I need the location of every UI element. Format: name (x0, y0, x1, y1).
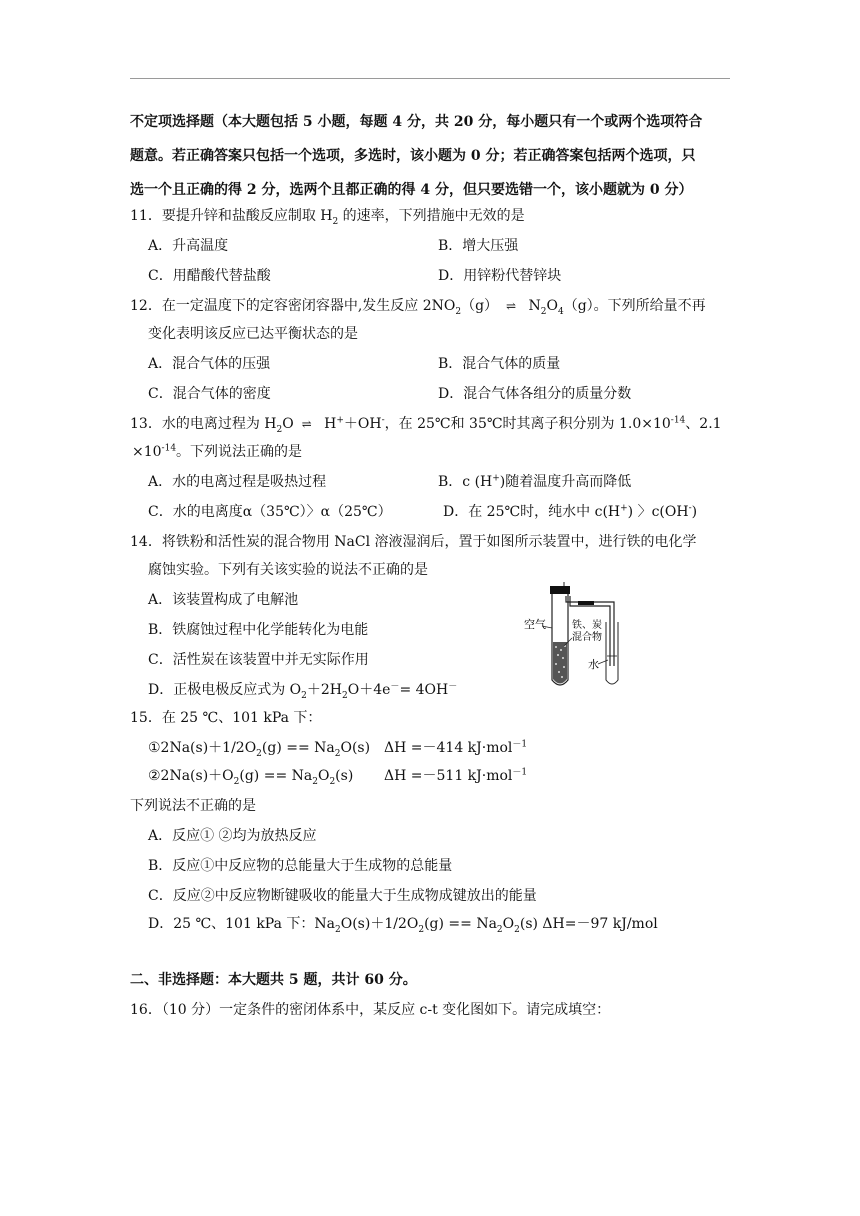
q15-option-a: A．反应① ②均为放热反应 (148, 828, 317, 844)
q12-option-b: B．混合气体的质量 (438, 356, 561, 372)
q12-stem-line-2: 变化表明该反应已达平衡状态的是 (148, 326, 358, 342)
q13-stem-line-1: 13．水的电离过程为 $H_2O$ ⇌ H+＋OH-，在 25℃和 35℃时其离子积分别为 $1.0\times 10^{-14}$、2.1 (130, 415, 722, 435)
water-tube (606, 622, 618, 684)
label-air: 空气 (524, 618, 546, 631)
q15-option-d: D．25 ℃、101 kPa 下：$Na_2O(s)+1/2O_2(g) == Na_2O_2(s)$ ΔH=－97 kJ/mol (148, 916, 658, 935)
q14-option-a: A．该装置构成了电解池 (148, 592, 299, 608)
q16-stem: 16．（10 分）一定条件的密闭体系中，某反应 c-t 变化图如下。请完成填空： (130, 1002, 611, 1018)
q11-option-d: D．用锌粉代替锌块 (438, 268, 562, 284)
q15-enthalpy-1: ΔH =－414 kJ·mol$^{-1}$ (384, 739, 528, 756)
instructions-line-3: 选一个且正确的得 2 分，选两个且都正确的得 4 分，但只要选错一个，该小题就为 0 分） (130, 182, 693, 198)
equilibrium-arrow-icon: ⇌ (301, 417, 312, 431)
label-mixture-1: 铁、炭 (572, 620, 602, 631)
instructions-line-2: 题意。若正确答案只包括一个选项，多选时，该小题为 0 分；若正确答案包括两个选项，只 (130, 148, 696, 164)
iron-carbon-mixture (553, 642, 567, 684)
q13-option-d: D．在 25℃时，纯水中 c(H+) 〉c(OH-) (443, 503, 698, 520)
instructions-line-1: 不定项选择题（本大题包括 5 小题，每题 4 分，共 20 分，每小题只有一个或两个选项符合 (130, 114, 703, 130)
q15-enthalpy-2: ΔH =－511 kJ·mol$^{-1}$ (384, 767, 528, 784)
corrosion-apparatus-figure (520, 582, 630, 692)
header-rule (130, 78, 730, 79)
q11-stem: 11．要提升锌和盐酸反应制取 $H_2$ 的速率，下列措施中无效的是 (130, 208, 525, 227)
q15-reaction-2: $②2Na(s)+O_2(g) == Na_2O_2(s)$ (148, 768, 354, 787)
q11-option-a: A．升高温度 (148, 238, 229, 254)
q12-option-a: A．混合气体的压强 (148, 356, 271, 372)
q15-option-b: B．反应①中反应物的总能量大于生成物的总能量 (148, 858, 453, 874)
q12-option-d: D．混合气体各组分的质量分数 (438, 386, 632, 402)
q15-lead: 下列说法不正确的是 (130, 798, 256, 814)
q13-stem-line-2: $\times 10^{-14}$。下列说法正确的是 (132, 443, 303, 460)
q14-option-d: D．正极电极反应式为 $O_2+2H_2O+4e^-= 4OH^-$ (148, 681, 458, 701)
q12-option-c: C．混合气体的密度 (148, 386, 271, 402)
stopper (550, 586, 570, 594)
q14-stem-line-1: 14．将铁粉和活性炭的混合物用 NaCl 溶液湿润后，置于如图所示装置中，进行铁的电化学 (130, 534, 697, 550)
q14-option-c: C．活性炭在该装置中并无实际作用 (148, 652, 369, 668)
q15-option-c: C．反应②中反应物断键吸收的能量大于生成物成键放出的能量 (148, 888, 537, 904)
q15-reaction-1: $①2Na(s)+1/2O_2(g) == Na_2O(s)$ (148, 740, 371, 759)
q11-option-b: B．增大压强 (438, 238, 519, 254)
label-water: 水 (588, 658, 599, 671)
q13-option-b: B．c (H+)随着温度升高而降低 (438, 473, 632, 490)
q11-option-c: C．用醋酸代替盐酸 (148, 268, 271, 284)
q14-stem-line-2: 腐蚀实验。下列有关该实验的说法不正确的是 (148, 562, 428, 578)
q13-option-a: A．水的电离过程是吸热过程 (148, 474, 327, 490)
q13-option-c: C．水的电离度α（35℃）〉α（25℃） (148, 504, 392, 520)
equilibrium-arrow-icon: ⇌ (506, 299, 517, 313)
q12-stem-line-1: 12．在一定温度下的定容密闭容器中,发生反应 $2NO_2(g)$ ⇌ $N_2O_4(g)$。下列所给量不再 (130, 298, 706, 317)
q15-stem: 15．在 25 ℃、101 kPa 下： (130, 710, 322, 726)
section-2-title: 二、非选择题：本大题共 5 题，共计 60 分。 (130, 972, 417, 988)
q14-option-b: B．铁腐蚀过程中化学能转化为电能 (148, 622, 369, 638)
label-mixture-2: 混合物 (572, 632, 602, 643)
